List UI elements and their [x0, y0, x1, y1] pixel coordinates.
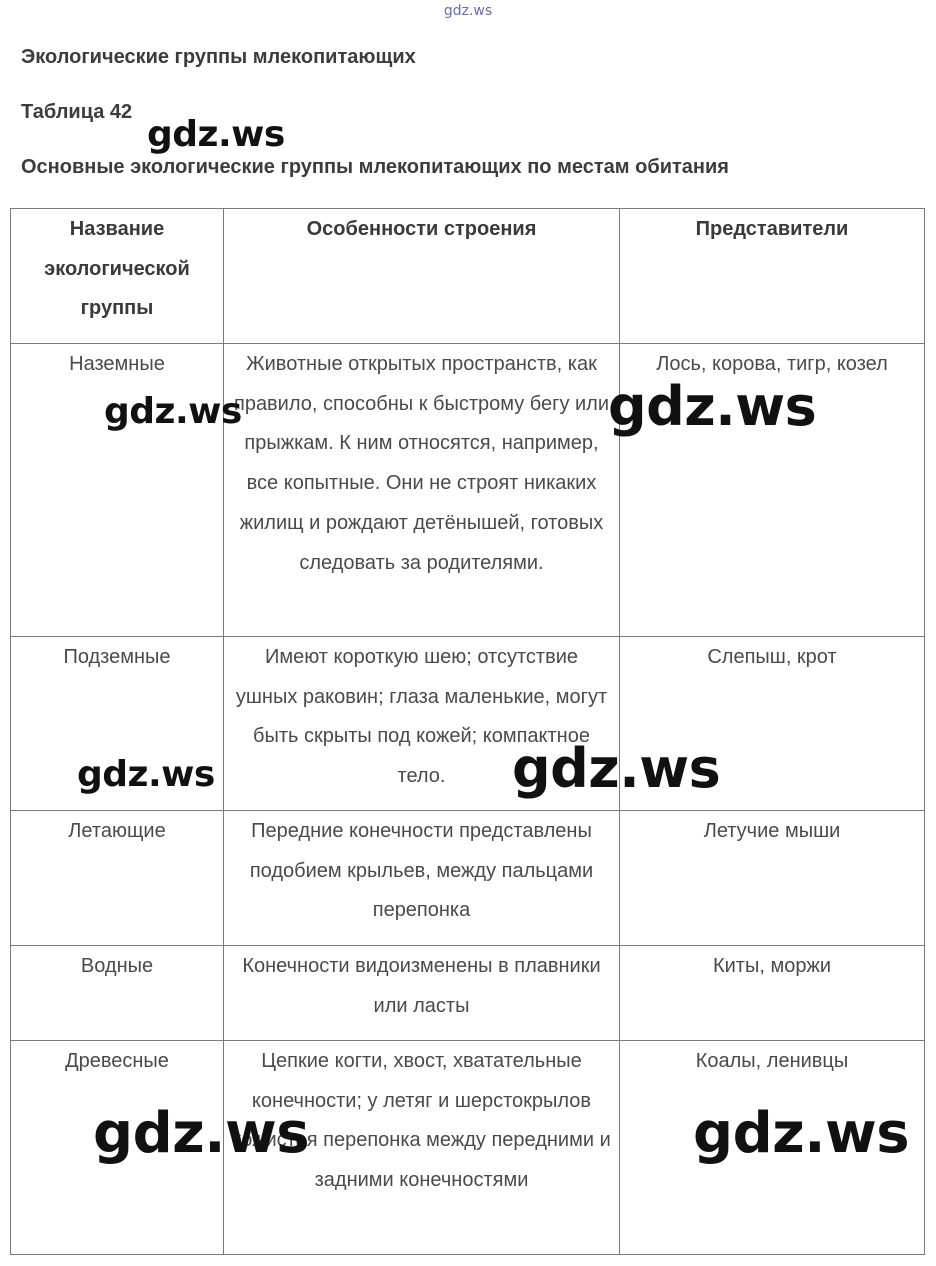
cell-group: Древесные [11, 1041, 224, 1255]
header-representatives: Представители [620, 209, 925, 344]
watermark: gdz.ws [147, 114, 285, 155]
watermark: gdz.ws [77, 754, 215, 795]
watermark: gdz.ws [93, 1101, 310, 1166]
section-title: Экологические группы млекопитающих [21, 46, 416, 68]
cell-representatives: Коалы, ленивцы [620, 1041, 925, 1255]
table-caption: Основные экологические группы млекопитающих по местам обитания [21, 156, 729, 178]
table-header-row [11, 209, 925, 344]
header-features: Особенности строения [224, 209, 620, 344]
cell-representatives: Летучие мыши [620, 811, 925, 946]
cell-group: Летающие [11, 811, 224, 946]
cell-group: Наземные [11, 344, 224, 637]
cell-features: Цепкие когти, хвост, хватательные конечности; у летяг и шерстокрылов кожистая перепонка между передними и задними конечностями [224, 1041, 620, 1255]
watermark-top: gdz.ws [443, 3, 493, 19]
cell-representatives: Киты, моржи [620, 946, 925, 1041]
watermark: gdz.ws [512, 737, 721, 800]
cell-features: Передние конечности представлены подобием крыльев, между пальцами перепонка [224, 811, 620, 946]
watermark: gdz.ws [104, 391, 242, 432]
watermark: gdz.ws [693, 1101, 910, 1166]
table-row [11, 946, 925, 1041]
cell-representatives: Слепыш, крот [620, 637, 925, 811]
cell-features: Имеют короткую шею; отсутствие ушных раковин; глаза маленькие, могут быть скрыты под кожей; компактное тело. [224, 637, 620, 811]
cell-features: Животные открытых пространств, как правило, способны к быстрому бегу или прыжкам. К ним относятся, например, все копытные. Они не строят никаких жилищ и рождают детёнышей, готовых следовать за родителями. [224, 344, 620, 637]
watermark: gdz.ws [608, 375, 817, 438]
cell-group: Водные [11, 946, 224, 1041]
ecological-groups-table [10, 208, 925, 1255]
cell-group: Подземные [11, 637, 224, 811]
header-group-name: Название экологической группы [11, 209, 224, 344]
table-number: Таблица 42 [21, 101, 133, 123]
cell-features: Конечности видоизменены в плавники или ласты [224, 946, 620, 1041]
cell-representatives: Лось, корова, тигр, козел [620, 344, 925, 637]
table-row [11, 811, 925, 946]
